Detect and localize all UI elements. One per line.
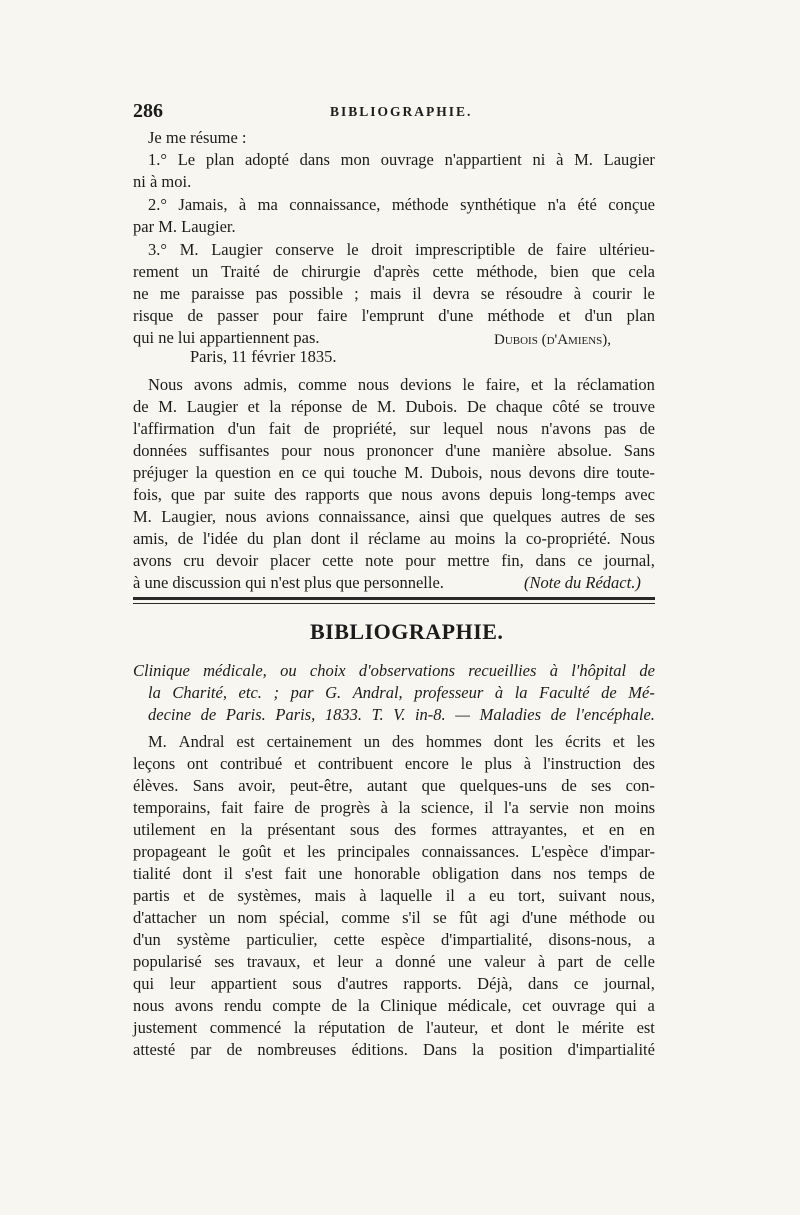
review-line: justement commencé la réputation de l'auteur, et dont le mérite est: [133, 1018, 655, 1037]
note-line: à une discussion qui n'est plus que personnelle.: [133, 573, 444, 592]
section-title: BIBLIOGRAPHIE.: [310, 619, 504, 644]
review-line: d'attacher un nom spécial, comme s'il se fût agi d'une méthode ou: [133, 908, 655, 927]
letter-place-date: Paris, 11 février 1835.: [190, 347, 337, 366]
note-line: fois, que par suite des rapports que nous avons depuis long-temps avec: [133, 485, 655, 504]
note-attribution: (Note du Rédact.): [524, 573, 641, 592]
letter-signature: Dubois (d'Amiens),: [494, 332, 612, 348]
note-line: préjuger la question en ce qui touche M. Dubois, nous devons dire toute-: [133, 463, 655, 482]
note-line: Nous avons admis, comme nous devions le faire, et la réclamation: [148, 375, 655, 394]
citation-line: decine de Paris. Paris, 1833. T. V. in-8. — Maladies de l'encéphale.: [148, 705, 655, 724]
review-line: élèves. Sans avoir, peut-être, autant que quelques-uns de ses con-: [133, 776, 655, 795]
letter-point3-line4: risque de passer pour faire l'emprunt d'une méthode et d'un plan: [133, 306, 655, 325]
letter-point1-line2: ni à moi.: [133, 172, 192, 191]
note-line: M. Laugier, nous avions connaissance, ainsi que quelques autres de ses: [133, 507, 655, 526]
letter-point1-line1: 1.° Le plan adopté dans mon ouvrage n'appartient ni à M. Laugier: [148, 150, 655, 169]
review-line: tialité dont il s'est fait une honorable obligation dans nos temps de: [133, 864, 655, 883]
section-rule-thick: [133, 597, 655, 600]
review-line: temporains, fait faire de progrès à la science, il l'a servie non moins: [133, 798, 655, 817]
review-line: popularisé ses travaux, et leur a donné une valeur à part de celle: [133, 952, 655, 971]
letter-point3-line3: ne me paraisse pas possible ; mais il devra se résoudre à courir le: [133, 284, 655, 303]
letter-point3-line5: qui ne lui appartiennent pas.: [133, 328, 320, 347]
letter-point3-line1: 3.° M. Laugier conserve le droit imprescriptible de faire ultérieu-: [148, 240, 655, 259]
note-line: avons cru devoir placer cette note pour mettre fin, dans ce journal,: [133, 551, 655, 570]
review-line: propageant le goût et les principales connaissances. L'espèce d'impar-: [133, 842, 655, 861]
citation-line: la Charité, etc. ; par G. Andral, professeur à la Faculté de Mé-: [148, 683, 655, 702]
note-line: amis, de l'idée du plan dont il réclame au moins la co-propriété. Nous: [133, 529, 655, 548]
review-line: partis et de systèmes, mais à laquelle il a eu tort, suivant nous,: [133, 886, 655, 905]
review-line: M. Andral est certainement un des hommes dont les écrits et les: [148, 732, 655, 751]
letter-point2-line2: par M. Laugier.: [133, 217, 236, 236]
note-line: de M. Laugier et la réponse de M. Dubois. De chaque côté se trouve: [133, 397, 655, 416]
letter-point3-line2: rement un Traité de chirurgie d'après cette méthode, bien que cela: [133, 262, 655, 281]
note-line: l'affirmation d'un fait de propriété, sur lequel nous n'avons pas de: [133, 419, 655, 438]
review-line: qui leur appartient sous d'autres rapports. Déjà, dans ce journal,: [133, 974, 655, 993]
citation-line: Clinique médicale, ou choix d'observations recueillies à l'hôpital de: [133, 661, 655, 680]
review-line: d'un système particulier, cette espèce d'impartialité, disons-nous, a: [133, 930, 655, 949]
review-line: leçons ont contribué et contribuent encore le plus à l'instruction des: [133, 754, 655, 773]
page-number: 286: [133, 100, 163, 122]
running-title: BIBLIOGRAPHIE.: [330, 104, 473, 119]
review-line: attesté par de nombreuses éditions. Dans la position d'impartialité: [133, 1040, 655, 1059]
section-rule-thin: [133, 603, 655, 604]
note-line: données suffisantes pour nous prononcer d'une manière absolue. Sans: [133, 441, 655, 460]
letter-intro: Je me résume :: [148, 128, 247, 147]
letter-point2-line1: 2.° Jamais, à ma connaissance, méthode synthétique n'a été conçue: [148, 195, 655, 214]
review-line: nous avons rendu compte de la Clinique médicale, cet ouvrage qui a: [133, 996, 655, 1015]
review-line: utilement en la présentant sous des formes attrayantes, et en en: [133, 820, 655, 839]
